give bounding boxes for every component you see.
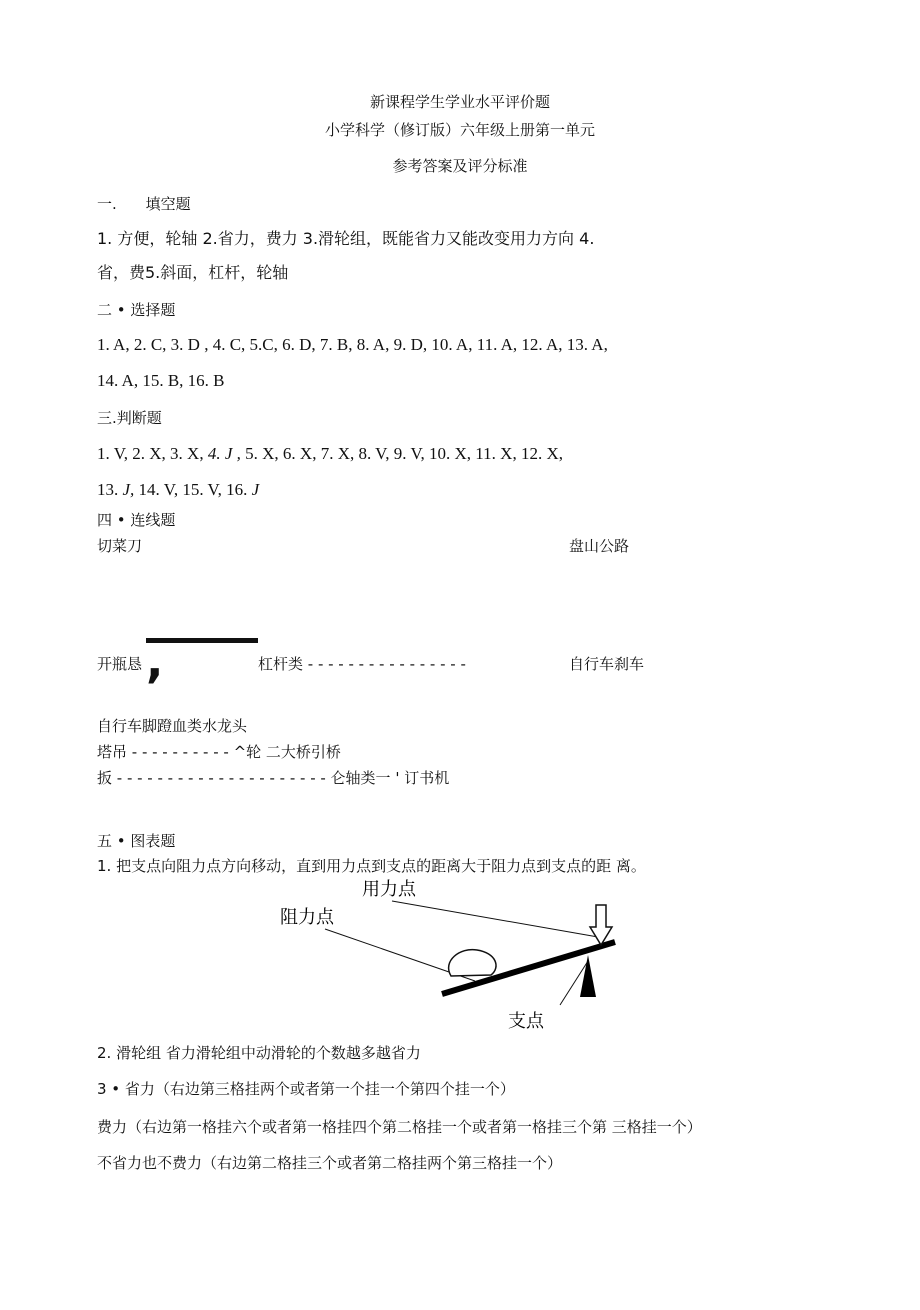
effort-leader-line xyxy=(392,901,598,937)
section3-line1-part-b: 4. J , xyxy=(207,444,241,463)
section3-line2-part-c: 14. V, 15. V, 16. xyxy=(134,480,252,499)
match-line-3: 自行车脚蹬血类水龙头 xyxy=(97,717,248,735)
section5-heading: 五 • 图表题 xyxy=(97,832,176,850)
label-resistance-point: 阻力点 xyxy=(280,907,334,928)
section5-q3-line2: 费力（右边第一格挂六个或者第一格挂四个第二格挂一个或者第一格挂三个第 三格挂一个） xyxy=(97,1118,702,1136)
section3-line1 xyxy=(97,444,563,464)
section1-line1: 1. 方便，轮轴 2.省力，费力 3.滑轮组，既能省力又能改变用力方向 4. xyxy=(97,229,595,248)
section1-line2: 省，费5.斜面，杠杆，轮轴 xyxy=(97,263,289,282)
match-line-5: 扳 - - - - - - - - - - - - - - - - - - - - - 仑轴类一 ' 订书机 xyxy=(97,769,450,787)
section5-q3: 3 • 省力（右边第三格挂两个或者第一个挂一个第四个挂一个） xyxy=(97,1080,515,1098)
section5-q1: 1. 把支点向阻力点方向移动，直到用力点到支点的距离大于阻力点到支点的距 离。 xyxy=(97,857,646,875)
fulcrum-triangle xyxy=(580,955,596,997)
label-fulcrum: 支点 xyxy=(508,1011,544,1032)
effort-arrow-icon xyxy=(590,905,612,945)
section1-heading xyxy=(97,194,191,214)
section1-heading-num: 一. xyxy=(97,195,117,213)
comma-mark: , xyxy=(146,634,164,688)
match-left-2: 开瓶恳 xyxy=(97,655,143,673)
section3-line1-part-c: 5. X, 6. X, 7. X, 8. V, 9. V, 10. X, 11. X, 12. X, xyxy=(240,444,563,463)
section3-line1-part-a: 1. V, 2. X, 3. X, xyxy=(97,444,208,463)
title-line-2: 小学科学（修订版）六年级上册第一单元 xyxy=(324,121,595,139)
match-right-1: 盘山公路 xyxy=(569,537,630,555)
section1-heading-text: 填空题 xyxy=(145,195,191,213)
title-line-1: 新课程学生学业水平评价题 xyxy=(369,93,550,111)
section2-line2: 14. A, 15. B, 16. B xyxy=(97,371,225,390)
match-left-1: 切菜刀 xyxy=(97,537,143,555)
label-effort-point: 用力点 xyxy=(362,879,416,900)
title-line-3: 参考答案及评分标准 xyxy=(392,157,528,175)
section3-line2-part-a: 13. xyxy=(97,480,123,499)
section2-heading: 二 • 选择题 xyxy=(97,301,176,319)
stone-load xyxy=(449,950,496,976)
section4-heading: 四 • 连线题 xyxy=(97,511,176,529)
section3-line2-part-b: J, xyxy=(122,480,135,499)
section3-heading: 三.判断题 xyxy=(97,409,162,427)
section5-q3-line3: 不省力也不费力（右边第二格挂三个或者第二格挂两个第三格挂一个） xyxy=(97,1154,563,1172)
lever-diagram xyxy=(270,875,630,1040)
match-mid-2: 杠杆类 - - - - - - - - - - - - - - - - xyxy=(258,655,466,673)
section2-line1: 1. A, 2. C, 3. D , 4. C, 5.C, 6. D, 7. B, 8. A, 9. D, 10. A, 11. A, 12. A, 13. A, xyxy=(97,335,608,354)
section3-line2-part-d: J xyxy=(251,480,260,499)
section5-q2: 2. 滑轮组 省力滑轮组中动滑轮的个数越多越省力 xyxy=(97,1044,421,1062)
match-right-2: 自行车刹车 xyxy=(569,655,645,673)
match-line-4: 塔吊 - - - - - - - - - - ^轮 二大桥引桥 xyxy=(97,743,341,761)
section3-line2 xyxy=(97,480,259,500)
